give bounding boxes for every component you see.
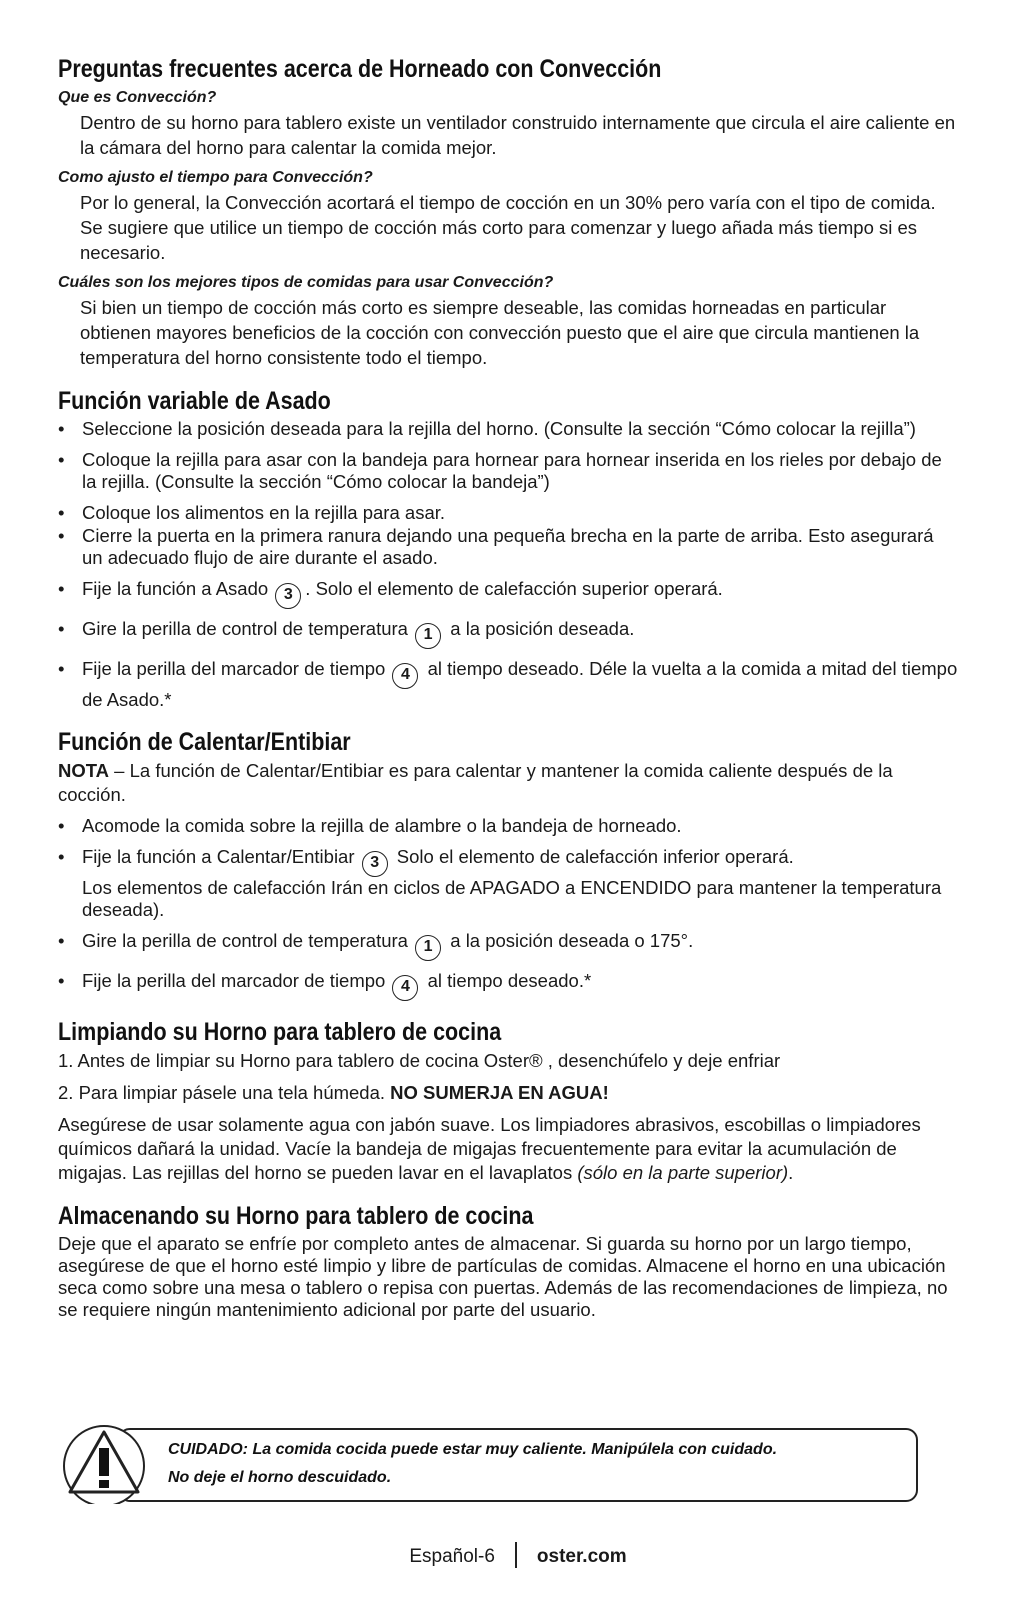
faq-question-3: Cuáles son los mejores tipos de comidas para usar Convección? bbox=[58, 274, 554, 291]
broil-title: Función variable de Asado bbox=[58, 387, 331, 415]
list-item: • Gire la perilla de control de temperatura 1 a la posición deseada. bbox=[58, 618, 958, 649]
list-item: • Coloque la rejilla para asar con la bandeja para hornear para hornear inserida en los rieles por debajo de la rejilla. (Consulte la sección “Cómo colocar la bandeja”) bbox=[58, 449, 942, 492]
clean-step-2: 2. Para limpiar pásele una tela húmeda. NO SUMERJA EN AGUA! bbox=[58, 1082, 609, 1103]
clean-title: Limpiando su Horno para tablero de cocina bbox=[58, 1018, 502, 1046]
store-title: Almacenando su Horno para tablero de cocina bbox=[58, 1202, 534, 1230]
faq-answer-2: Por lo general, la Convección acortará el tiempo de cocción en un 30% pero varía con el tipo de comida. Se sugiere que utilice un tiempo de cocción más corto para comenzar y luego añada más tiempo si es necesario. bbox=[80, 192, 936, 263]
faq-question-1: Que es Convección? bbox=[58, 89, 217, 106]
warm-section bbox=[58, 725, 958, 1001]
list-item: • Fije la función a Asado 3 . Solo el elemento de calefacción superior operará. bbox=[58, 578, 958, 609]
store-section bbox=[58, 1199, 958, 1321]
warning-triangle-icon bbox=[58, 1418, 166, 1504]
list-item: • Coloque los alimentos en la rejilla para asar. bbox=[58, 502, 446, 523]
clean-step-1: 1. Antes de limpiar su Horno para tablero de cocina Oster® , desenchúfelo y deje enfriar bbox=[58, 1050, 781, 1071]
list-item: • Acomode la comida sobre la rejilla de alambre o la bandeja de horneado. bbox=[58, 815, 682, 836]
page-footer bbox=[0, 1542, 1036, 1568]
store-paragraph: Deje que el aparato se enfríe por completo antes de almacenar. Si guarda su horno por un largo tiempo, asegúrese de que el horno esté limpio y libre de partículas de comidas. Almacene el horno en una ubicación seca como sobre una mesa o tablero o repisa con puertas. Además de las recomendaciones de limpieza, no se requiere ningún mantenimiento adicional por parte del usuario. bbox=[58, 1233, 948, 1320]
list-item: • Fije la perilla del marcador de tiempo 4 al tiempo deseado.* bbox=[58, 970, 958, 1001]
caution-box bbox=[58, 1418, 958, 1502]
timer-dial-4-icon: 4 bbox=[392, 975, 418, 1001]
clean-section bbox=[58, 1015, 958, 1185]
page-number: Español-6 bbox=[409, 1546, 495, 1567]
timer-dial-4-icon: 4 bbox=[392, 663, 418, 689]
clean-paragraph: Asegúrese de usar solamente agua con jabón suave. Los limpiadores abrasivos, escobillas o limpiadores químicos dañará la unidad. Vacíe la bandeja de migajas frecuentemente para evitar la acumulación de migajas. Las rejillas del horno se pueden lavar en el lavaplatos (sólo en la parte superior). bbox=[58, 1114, 921, 1183]
website-label: oster.com bbox=[536, 1546, 627, 1567]
caution-text: CUIDADO: La comida cocida puede estar muy caliente. Manipúlela con cuidado. No deje el horno descuidado. bbox=[168, 1441, 778, 1486]
temperature-dial-1-icon: 1 bbox=[415, 935, 441, 961]
broil-list bbox=[58, 418, 958, 711]
broil-section bbox=[58, 384, 958, 711]
function-dial-3-icon: 3 bbox=[362, 851, 388, 877]
list-item: • Gire la perilla de control de temperatura 1 a la posición deseada o 175°. bbox=[58, 930, 958, 961]
warm-note: NOTA – La función de Calentar/Entibiar es para calentar y mantener la comida caliente después de la cocción. bbox=[58, 760, 893, 805]
list-item: • Seleccione la posición deseada para la rejilla del horno. (Consulte la sección “Cómo colocar la rejilla”) bbox=[58, 418, 916, 439]
warm-list bbox=[58, 815, 958, 1001]
function-dial-3-icon: 3 bbox=[275, 583, 301, 609]
faq-answer-3: Si bien un tiempo de cocción más corto es siempre deseable, las comidas horneadas en particular obtienen mayores beneficios de la cocción con convección puesto que el aire que circula mantienen la temperatura del horno consistente todo el tiempo. bbox=[80, 297, 920, 368]
warm-title: Función de Calentar/Entibiar bbox=[58, 728, 351, 756]
faq-question-2: Como ajusto el tiempo para Convección? bbox=[58, 169, 373, 186]
footer-divider bbox=[515, 1542, 517, 1568]
manual-page bbox=[58, 52, 958, 1329]
faq-answer-1: Dentro de su horno para tablero existe un ventilador construido internamente que circula el aire caliente en la cámara del horno para calentar la comida mejor. bbox=[80, 112, 956, 158]
temperature-dial-1-icon: 1 bbox=[415, 623, 441, 649]
list-item: • Cierre la puerta en la primera ranura dejando una pequeña brecha en la parte de arriba. Esto asegurará un adecuado flujo de aire durante el asado. bbox=[58, 525, 934, 568]
faq-title: Preguntas frecuentes acerca de Horneado con Convección bbox=[58, 55, 662, 83]
list-item: • Fije la perilla del marcador de tiempo 4 al tiempo deseado. Déle la vuelta a la comida a mitad del tiempo de Asado.* bbox=[58, 658, 958, 710]
list-item: • Fije la función a Calentar/Entibiar 3 Solo el elemento de calefacción inferior operará. Los elementos de calefacción Irán en ciclos de APAGADO a ENCENDIDO para mantener la temperatura deseada). bbox=[58, 846, 942, 920]
